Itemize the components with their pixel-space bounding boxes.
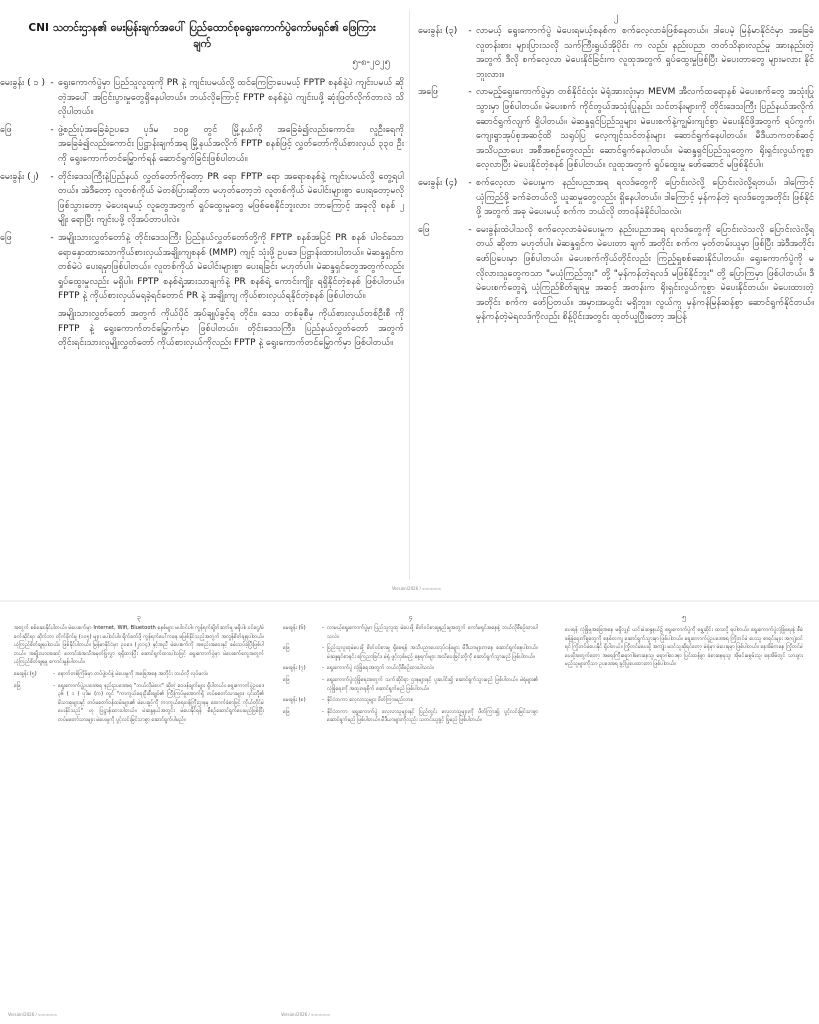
- speaker-label: ဖြေ: [418, 224, 430, 235]
- speaker-label: မေးခွန်း ( ၁ ): [0, 78, 45, 88]
- dash: -: [322, 625, 324, 631]
- qa-entry: [283, 664, 538, 673]
- dash: -: [50, 232, 54, 243]
- speaker-label: မေးခွန်း (၄): [418, 177, 458, 188]
- page-footer: Version/2026 / ဘဘဘဘဘ: [392, 586, 442, 591]
- qa-entry: [418, 223, 814, 325]
- document-date: ၅-၈-၂၀၂၅: [352, 57, 390, 68]
- center-divider: [409, 10, 410, 580]
- entry-text: လာမည့်ရွေးကောက်ပွဲမှာ တစ်နိုင်ငံလုံး မဲရုံအားလုံးမှာ MEVM အီလက်ထရောနစ် မဲပေးစက်တွေ အသုံးပြုသွားမှာ ဖြစ်ပါတယ်။ မဲပေးစက် ကိုင်တွယ်အသုံးပြုနည်း သင်တန်းများကို တိုင်းဒေသကြီး ပြည်နယ်အလိုက် ဆောင်ရွက်လျက် ရှိပါတယ်။ မဲဆန္ဒရှင်ပြည်သူများ မဲပေးစက်နဲ့ကျွမ်းကျင်စွာ မဲပေးနိုင်ဖို့အတွက် ရပ်ကွက်၊ ကျေးရွာအုပ်စုအဆင့်ထိ သရုပ်ပြ လေ့ကျင့်သင်တန်းများ ဆောင်ရွက်နေပါတယ်။ မီဒီယာကတစ်ဆင့် အသိပညာပေး အစီအစဉ်တွေလည်း ဆောင်ရွက်နေပါတယ်။ မဲဆန္ဒရှင်ပြည်သူတွေက ရိုးရှင်းလွယ်ကူစွာ လေ့လာပြီး မဲပေးနိုင်တဲ့စနစ် ဖြစ်ပါတယ်။ လူထုအတွက် ရှုပ်ထွေးမှု ဖော်ဆောင် မဖြစ်နိုင်ပါ။: [476, 87, 814, 171]
- qa-entry: [283, 624, 538, 641]
- qa-entry: [14, 670, 264, 679]
- speaker-label: မေးခွန်း (၇): [283, 665, 306, 672]
- page-number: ၄: [408, 613, 413, 621]
- speaker-label: ဖြေ: [0, 124, 12, 135]
- qa-entry: [14, 682, 264, 725]
- qa-entry: [0, 123, 404, 167]
- dash: -: [53, 670, 55, 677]
- speaker-label: မေးခွန်း (၆): [283, 625, 306, 631]
- dash: -: [50, 78, 54, 88]
- speaker-label: ဖြေ: [283, 708, 290, 715]
- dash: -: [50, 171, 54, 182]
- dash: -: [468, 224, 472, 235]
- page-number: ၂: [613, 11, 619, 22]
- qa-entry: [0, 170, 404, 228]
- page-number: ၃: [137, 613, 141, 621]
- qa-entry: [283, 696, 538, 705]
- qa-entry-continuation: [0, 307, 404, 351]
- dash: -: [322, 676, 324, 683]
- speaker-label: ဖြေ: [283, 645, 290, 652]
- qa-entry: [283, 676, 538, 693]
- entry-text: ဖွဲ့စည်းပုံအခြေခံဥပဒေ ပုဒ်မ ၁၀၉ တွင် မြို့နယ်ကို အခြေခံ၍လည်းကောင်း၊ လူဦးရေကိုအခြေခံ၍လည်းကောင်း ပြဋ္ဌာန်းချက်အရ မြို့နယ်အလိုက် FPTP စနစ်ဖြင့် လွှတ်တော်ကိုယ်စားလှယ် ၃၃၀ ဦးကို ရွေးကောက်တင်မြှောက်ရန် ဆောင်ရွက်ခြင်းဖြစ်ပါတယ်။: [58, 124, 405, 164]
- qa-entry: [418, 85, 814, 173]
- dash: [46, 307, 58, 351]
- entry-text: စက်လေ့လာ မဲပေးမှုက နည်းပညာအရ ရလဒ်တွေကို ပြောင်းလဲလို့ ပြောင်းလဲလို့ရတယ်၊ ဒါကြောင့် ယုံကြည်ဖို့ ခက်ခဲတယ်လို့ ယူဆမှုတွေလည်း ရှိနေပါတယ်။ ဒါကြောင့် မှန်ကန်တဲ့ ရလဒ်တွေအတိုင်း ဖြစ်နိုင်ဖို့ အတွက် အခု မဲပေးမယ့် စက်က ဘယ်လို တာဝန်ခံနိုင်ပါသလဲ။: [476, 177, 814, 218]
- dash: -: [50, 124, 54, 135]
- entry-text: ရွေးကောက်ပွဲဥပဒေအရ နည်းဥပဒေအရ "ဘယ်လိုမဲပေး" ဆိုတဲ့ ဝေဖန်ချက်များ ရှိပါတယ်။ ရွေးကောက်ပွဲဥပဒေ ၃၆ ( ၁ ) ပုဒ်မ (က) တွင် "ကာကွယ်ရေးဦးစီးချုပ်၏ ကြီးကြပ်မှုအောက်ရှိ တပ်မတော်သားများ၊ ၎င်းတို့၏ မိသားစုများနှင့် တပ်မတော်ဝန်ထမ်းများ၏ မဲပေးခွင့်ကို ကာကွယ်ရေးဝန်ကြီးဌာနမှ ထောက်ခံစာဖြင့် ကိုယ်တိုင်မဲပေးနိုင်သည်" ဟု ပြဋ္ဌာန်းထားပါတယ်။ မဲဆန္ဒနယ်အတွင်း မဲပေးနိုင်ရန် စီစဉ်ဆောင်ရွက်ပေးမည်ဖြစ်ပြီး တပ်မတော်သားများ မဲပေးမှုကို ပွင့်လင်းမြင်သာစွာ ဆောင်ရွက်ပါမည်။: [58, 682, 264, 723]
- qa-entry: [418, 176, 814, 220]
- document-title: CNI သတင်းဌာန၏ မေးမြန်းချက်အပေါ် ပြည်ထောင်စုရွေးကောက်ပွဲကော်မရှင်၏ ဖြေကြားချက်: [28, 22, 376, 50]
- qa-entry: [0, 76, 404, 120]
- entry-text: မေးခွန်းထဲပါသလို စက်လေ့လာခံမဲပေးမှုက နည်းပညာအရ ရလဒ်တွေကို ပြောင်းလဲသလို ပြောင်းလဲလို့ရတယ် ဆိုတာ မဟုတ်ပါ။ မဲဆန္ဒရှင်က မဲပေးတာ ချက် အတိုင်း စက်က မှတ်တမ်းယူမှာ ဖြစ်ပြီး အဲဒီအတိုင်း ဖော်ပြပေးမှာ ဖြစ်ပါတယ်။ မဲပေးစက်ကိုယ်တိုင်လည်း ကြည့်ရှုစစ်ဆေးနိုင်ပါတယ်။ ရွေးကောက်ပွဲကို မလိုလားသူတွေကသာ "မယုံကြည်ဘူး" တို့ "မှန်ကန်တဲ့ရလဒ် မဖြစ်နိုင်ဘူး" တို့ ပြောကြမှာ ဖြစ်ပါတယ်။ ဒီမဲပေးစက်တွေရဲ့ ယုံကြည်စိတ်ချရမှု အဆင့် အတန်းက ရိုးရှင်းလွယ်ကူစွာ မဲပေးနိုင်တယ်။ မဲပေးထားတဲ့အတိုင်း စက်က ဖော်ပြတယ်။ အမှားအယွင်း မရှိဘူး။ လွယ်ကူ မှန်ကန်မြန်ဆန်စွာ ဆောင်ရွက်နိုင်တယ်။ မှန်ကန်တဲ့မဲရလဒ်ကိုလည်း စိန့်ပိုင်းအတွင်း ထုတ်ယူပြီးတော့ အပြန်: [476, 224, 814, 323]
- dash: -: [53, 682, 55, 689]
- entry-text: အမျိုးသားလွှတ်တော်နဲ့ တိုင်းဒေသကြီး ပြည်နယ်လွှတ်တော်တို့ကို FPTP စနစ်အပြင် PR စနစ် ပါဝင်သော ရောနှောထားသောကိုယ်စားလှယ်အချိုးကျစနစ် (MMP) ကျင့် သုံးဖို့ ဥပဒေ ပြဋ္ဌာန်းထားပါတယ်။ မဲဆန္ဒရှင်က တစ်မဲပဲ ပေးရမှာဖြစ်ပါတယ်။ လူတစ်ကိုယ် မဲပေါင်းများစွာ ပေးရခြင်း မဟုတ်ပါ။ မဲဆန္ဒရှင်တွေအတွက်လည်း ရှုပ်ထွေးမှုလည်း မရှိပါ။ FPTP စနစ်ရဲ့အားသာချက်နဲ့ PR စနစ်ရဲ့ ကောင်းကျိုး ရရှိနိုင်တဲ့စနစ် ဖြစ်ပါတယ်။ FPTP နဲ့ ကိုယ်စားလှယ်မရခဲ့ရင်တောင် PR နဲ့ အချိုးကျ ကိုယ်စားလှယ်ရနိုင်တဲ့စနစ် ဖြစ်ပါတယ်။: [58, 232, 404, 302]
- speaker-label: မေးခွန်း (၈): [283, 697, 306, 704]
- dash: -: [322, 708, 324, 715]
- qa-entry: [283, 708, 538, 725]
- dash: -: [468, 177, 472, 188]
- speaker-label: [0, 307, 46, 351]
- entry-text: နိုင်ငံတကာ လေ့လာသူများ ဖိတ်ကြားမည်လား။: [327, 697, 414, 704]
- speaker-label: အဖြေ: [418, 87, 438, 98]
- dash: -: [322, 697, 324, 704]
- speaker-label: ဖြေ: [0, 232, 12, 243]
- entry-text: လာမယ့်ရွေးကောက်ပွဲမှာ ပြည်သူလူထု မဲပေးဖို့ စိတ်ဝင်စားမှုနည်းမှုအတွက် ကော်မရှင်အနေနဲ့ ဘယ်လိုစီစဉ်ထားပါသလဲ။: [327, 625, 538, 640]
- entry-text: တိုင်းဒေသကြီးနဲ့ပြည်နယ် လွှတ်တော်ကိုတော့ PR ရော FPTP ရော အရောစနစ်နဲ့ ကျင်းပမယ်လို့ တွေ့ရပါတယ်။ အဲဒီတော့ လူတစ်ကိုယ် မဲတစ်ပြားဆိုတာ မဟုတ်တော့ဘဲ လူတစ်ကိုယ် မဲပေါင်းများစွာ ပေးရတော့မလို ဖြစ်သွားတော့ မဲပေးရမယ့် လူတွေအတွက် ရှုပ်ထွေးမှုတွေ မဖြစ်စေနိုင်ဘူးလား ဘာကြောင့် အခုလို စနစ် ၂ မျိုး ရောပြီး ကျင်းပဖို့ လိုအပ်တာပါလဲ။: [58, 171, 404, 226]
- paragraph: အတွက် စစ်ဆေးနိုင်ပါတယ်။ မဲပေးစက်မှာ Internet, Wifi, Bluetooth စနစ်များ မပါဝင်ပါ။ ကွန်ရက်ချိတ်ဆက်မှု မရှိပါ။ ဝင်ငွေ/မဲစက်ဆိုင်ရာ ဆိုက်ဘာ တိုက်ခိုက်မှု (၁၀၅) များ မပါဝင်ပါ။ ရိုက်ခတ်ဖို့ ကွန်ရက်ပေါ်ကနေ မဖြစ်နိုင်သည့်အတွက် အလွန်စိတ်ချရပါတယ်။ ယုံကြည်စိတ်ချရပါတယ်။ ဖြစ်နိုင်ပါတယ်။ မြန်မာနိုင်ငံမှာ ဥပဒေ (၂၀၁၄) နှင့်အညီ မဲပေးစက်ကို အစည်းအဝေးနှင့် စမ်းသပ်ခဲ့ပြီးဖြစ်ပါတယ်။ အမျိုးသားအဆင့် တောင်းခံအသိအမှတ်ပြုလွှာ ရရှိထားပြီး ဆောင်ရွက်ထားပါသဖြင့် ရွေးကောက်ပွဲမှာ မဲပေးစက်တွေအတွက် ယုံကြည်စိတ်ချရမှု ကောင်းမွန်ပါတယ်။: [14, 625, 264, 666]
- document-page-5: [547, 602, 819, 1024]
- speaker-label: ဖြေ: [14, 682, 21, 689]
- page-footer: Version/2026 / ဘဘဘဘဘ: [281, 1012, 331, 1017]
- page-number: ၅: [682, 613, 686, 621]
- speaker-label: ဖြေ: [283, 676, 290, 683]
- qa-entry: [418, 24, 814, 82]
- dash: -: [468, 87, 472, 98]
- entry-text: ရွေးကောက်ပွဲမှာ ပြည်သူလူထုကို PR နဲ့ ကျင်းပမယ်လို့ ထင်ကြေငြာပေမယ့် FPTP စနစ်နဲ့ပဲ ကျင်းပမယ် ဆိုတဲ့အပေါ် အငြင်းပွားမှုတွေရှိနေပါတယ်။ ဘယ်လိုကြောင့် FPTP စနစ်နဲ့ပဲ ကျင်းပဖို့ ဆုံးဖြတ်လိုက်တာလဲ သိလိုပါတယ်။: [58, 78, 404, 118]
- entry-text: ပြည်သူလူထုမဲပေးဖို့ စိတ်ဝင်စားမှု ရှိစေရန် အသိပညာပေးလုပ်ငန်းများ မီဒီယာများကနေ ဆောင်ရွက်နေပါတယ်။ မဲဆန္ဒရှင်စာရင်း ကြေညာခြင်း၊ မဲရုံ ဖွင့်လှစ်မည့် နေ့ရက်များ အသိပေးခြင်းတို့ကို ဆောင်ရွက်သွားမည် ဖြစ်ပါတယ်။: [327, 645, 538, 660]
- speaker-label: မေးခွန်း (၃): [418, 26, 458, 36]
- dash: -: [322, 645, 324, 652]
- dash: -: [468, 26, 472, 36]
- document-page-4: [273, 602, 546, 1024]
- entry-text: ရွေးကောက်ပွဲ လုံခြုံရေးအတွက် ဘယ်လိုစီစဉ်ထားပါသလဲ။: [327, 665, 434, 672]
- speaker-label: မေးခွန်း (၂): [0, 171, 39, 182]
- dash: -: [322, 665, 324, 672]
- page-footer: Version/2026 / ဘဘဘဘဘ: [8, 1012, 58, 1017]
- entry-text: ရွေးကောက်ပွဲလုံခြုံရေးအတွက် သက်ဆိုင်ရာ ဌာနများနှင့် ပူးပေါင်း၍ ဆောင်ရွက်သွားမည် ဖြစ်ပါတယ်။ မဲရုံများ၏ လုံခြုံရေးကို အထူးဂရုစိုက် ဆောင်ရွက်မည် ဖြစ်ပါတယ်။: [327, 676, 538, 692]
- paragraph: ပေးရန် လုံခြုံမှုအခြေအနေ မရှိလျှင် ယင်းမဲဆန္ဒနယ်၌ ရွေးကောက်ပွဲကို ရွှေ့ဆိုင်း ထားလို့ ရပါတယ်။ ရွေးကောက်ပွဲလုံခြုံရေးနဲ့ စီမံခန့်ခွဲရေးကိစ္စတွေကို စနစ်တကျ ဆောင်ရွက်သွားမှာ ဖြစ်ပါတယ်။ ရွေးကောက်ပွဲဥပဒေအရ ကြိုတင်မဲ ပေးသူ စာရင်းများ အကျုံးဝင်ရင် ကြိုတင်မဲပေးနိုင် ရှိပါတယ်။ ကြိုတင်မဲပေးဖို့ အကျုံး မဝင်သူဆိုရင်တော့ မဲရုံမှာ မဲပေးရမှာ ဖြစ်ပါတယ်။ နေအိမ်ကနေ ကြိုတင်မဲပေးဖို့အတွက်တော့ အရေးကြီးရောဂါခံစားနေသူ၊ ရောဂါဝေဒနာ ပြင်းထန်စွာ ခံစားနေရသူ၊ အိုမင်းမစွမ်းသူ၊ နေအိမ်တွင် သားဖွားမည့်သူများကိုသာ ဥပဒေအရ ခွင့်ပြုပေးထားတာ ဖြစ်ပါတယ်။: [565, 627, 803, 668]
- page-1-column: [0, 10, 404, 354]
- qa-entry: [283, 644, 538, 661]
- entry-text: လာမယ့် ရွေးကောက်ပွဲ မဲပေးရမယ့်စနစ်က စက်လေ့လာခံဖြစ်နေတယ်။ ဒါပေမဲ့ မြန်မာနိုင်ငံမှာ အခြေခံလူတန်းစား များပြားသလို သက်ကြီးရွယ်အိုပိုင်း က လည်း နည်းပညာ တတ်သိနားလည်မှု အားနည်းတဲ့အတွက် ဒီလို စက်လေ့လာ မဲပေးနိုင်ခြင်းက လူထုအတွက် ရှုပ်ထွေးမှုဖြစ်ပြီး မဲပေးတာတွေ များမလား နိုင် ဘူးလား။: [476, 26, 814, 80]
- page-2-column: [418, 10, 814, 328]
- document-page-3: [0, 602, 272, 1024]
- entry-text: အမျိုးသားလွှတ်တော် အတွက် ကိုယ်ပိုင် အုပ်ချုပ်ခွင့်ရ တိုင်း၊ ဒေသ တစ်ခုစီမှ ကိုယ်စားလှယ်တစ်ဦးစီ ကို FPTP နဲ့ ရွေးကောက်တင်မြှောက်မှာ ဖြစ်ပါတယ်။ တိုင်းဒေသကြီး၊ ပြည်နယ်လွှတ်တော် အတွက် တိုင်းရင်းသားလူမျိုးလွှတ်တော် ကိုယ်စားလှယ်ကိုလည်း FPTP နဲ့ ရွေးကောက်တင်မြှောက်မှာ ဖြစ်ပါတယ်။: [58, 308, 404, 349]
- entry-text: နိုင်ငံတကာ ရွေးကောက်ပွဲ လေ့လာသူများနှင့် ပြည်တွင်း လေ့လာသူများကို ဖိတ်ကြား၍ ပွင့်လင်းမြင်သာစွာ ဆောင်ရွက်မည် ဖြစ်ပါတယ်။ မီဒီယာများကိုလည်း သတင်းယူခွင့် ပြုမည် ဖြစ်ပါတယ်။: [327, 708, 538, 724]
- qa-entry: [0, 231, 404, 304]
- speaker-label: မေးခွန်း (၅): [14, 670, 37, 677]
- entry-text: နောက်တစ်ကြိမ်မှာ တပ်ဖွဲ့ဝင်နဲ့ မဲပေးမှုကို အခြေအနေ အတိုင်း ဘယ်လို လုပ်မလဲ။: [58, 670, 208, 677]
